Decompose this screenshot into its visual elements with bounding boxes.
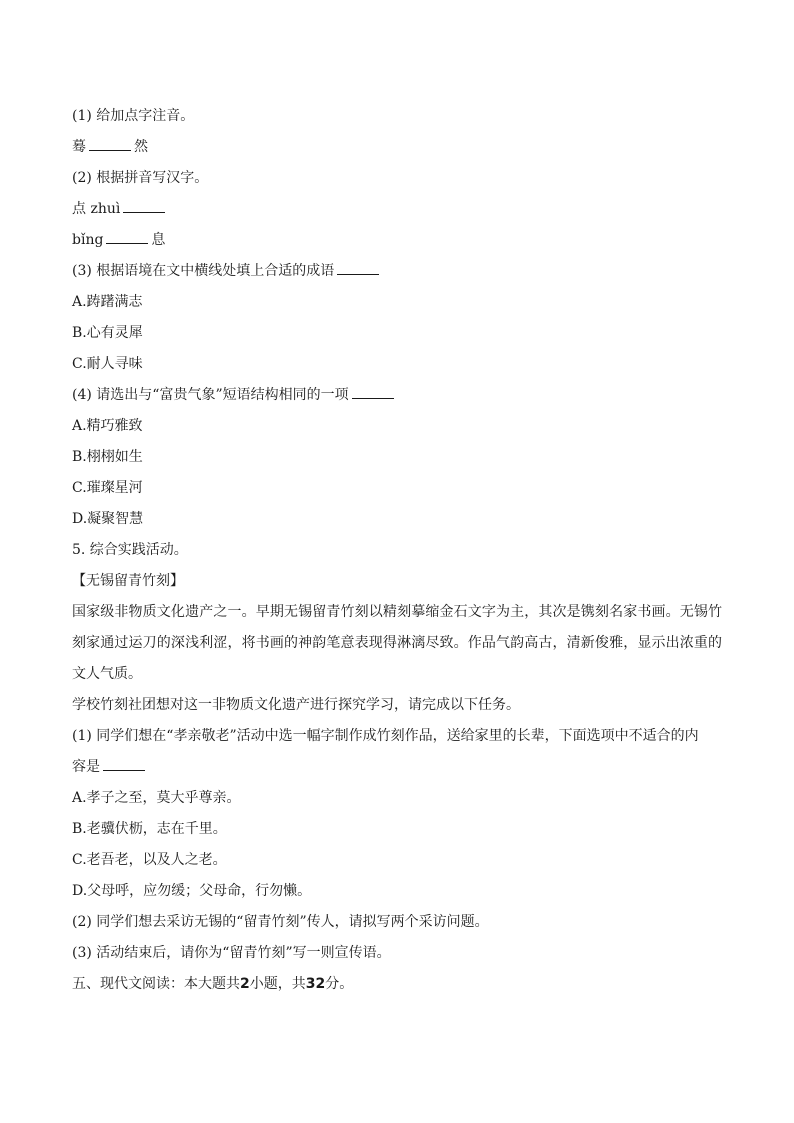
q4-sub2-item1-pre: 点 zhuì [72,201,121,217]
q4-sub3-option: C.耐人寻味 [72,356,143,372]
q5-sub1-option: D.父母呼，应勿缓；父母命，行勿懒。 [72,883,312,899]
document-page [72,101,722,1000]
q5-topic: 【无锡留青竹刻】 [72,573,184,589]
section5-suffix: 分。 [325,976,354,992]
q5-heading: 5. 综合实践活动。 [72,542,188,558]
answer-blank[interactable] [123,198,165,213]
section5-mid: 小题，共 [249,976,306,992]
q4-sub4-option: C.璀璨星河 [72,480,143,496]
q5-sub2: (2) 同学们想去采访无锡的“留青竹刻”传人，请拟写两个采访问题。 [72,914,489,930]
q4-sub1-item [72,132,722,163]
q4-sub3-option: A.踌躇满志 [72,294,143,310]
q4-sub2-item2-pre: bǐng [72,232,104,248]
q4-sub1-prompt: (1) 给加点字注音。 [72,108,195,124]
q5-sub1-option: A.孝子之至，莫大乎尊亲。 [72,790,241,806]
q4-sub4-prompt [72,380,722,411]
section5-count: 2 [240,976,250,992]
q5-intro: 国家级非物质文化遗产之一。早期无锡留青竹刻以精刻摹缩金石文字为主，其次是镌刻名家书画。无锡竹刻家通过运刀的深浅利涩，将书画的神韵笔意表现得淋漓尽致。作品气韵高古，清新俊雅，显示出浓重的文人气质。 [72,604,722,682]
q4-sub3-prompt-text: (3) 根据语境在文中横线处填上合适的成语 [72,263,335,279]
q4-sub2-item2 [72,225,722,256]
q5-sub1-option: B.老骥伏枥，志在千里。 [72,821,227,837]
q4-sub3-option: B.心有灵犀 [72,325,143,341]
q4-sub2-item2-post: 息 [151,232,166,248]
answer-blank[interactable] [106,229,148,244]
answer-blank[interactable] [352,384,394,399]
q4-sub4-option: A.精巧雅致 [72,418,143,434]
answer-blank[interactable] [103,756,145,771]
q5-sub1-line1: (1) 同学们想在“孝亲敬老”活动中选一幅字制作成竹刻作品，送给家里的长辈，下面选项中不适合的内 [72,728,699,744]
section5-prefix: 五、现代文阅读：本大题共 [72,976,240,992]
q5-sub1-option: C.老吾老，以及人之老。 [72,852,227,868]
section5-score: 32 [305,976,326,992]
section5-title [72,969,722,1000]
q4-sub2-item1 [72,194,722,225]
q4-sub3-prompt [72,256,722,287]
q4-sub4-option: B.栩栩如生 [72,449,143,465]
q4-sub1-item-post: 然 [134,139,148,155]
q4-sub4-option: D.凝聚智慧 [72,511,144,527]
q4-sub2-prompt: (2) 根据拼音写汉字。 [72,170,209,186]
q5-task: 学校竹刻社团想对这一非物质文化遗产进行探究学习，请完成以下任务。 [72,697,520,713]
q5-sub3: (3) 活动结束后，请你为“留青竹刻”写一则宣传语。 [72,945,391,961]
q4-sub4-prompt-text: (4) 请选出与“富贵气象”短语结构相同的一项 [72,387,349,403]
q5-sub1-line2 [72,752,722,783]
q4-sub1-item-pre: 蓦 [72,139,86,155]
q5-sub1-line2-text: 容是 [72,759,100,775]
answer-blank[interactable] [337,260,379,275]
answer-blank[interactable] [89,136,131,151]
